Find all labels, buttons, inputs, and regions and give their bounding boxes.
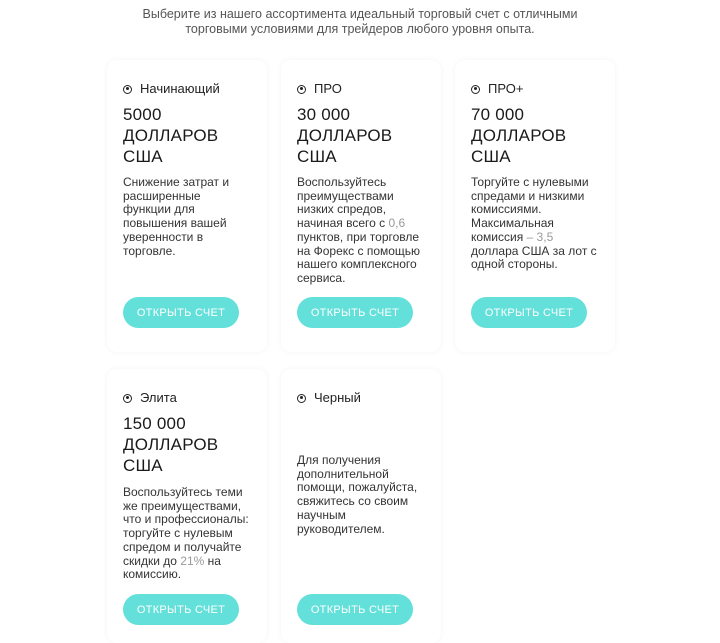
- tier-name: ПРО: [314, 81, 342, 96]
- amount-currency: ДОЛЛАРОВ: [297, 126, 393, 145]
- spread-value: 0,6: [388, 216, 406, 231]
- tier-name: Черный: [314, 390, 361, 405]
- account-card-black: [281, 369, 441, 643]
- desc-line: спредом и получайте: [123, 539, 242, 554]
- amount-country: США: [123, 147, 163, 166]
- desc-line: [297, 217, 437, 231]
- intro-text: [100, 7, 620, 37]
- open-account-button[interactable]: ОТКРЫТЬ СЧЕТ: [297, 594, 413, 625]
- deposit-amount: [123, 104, 263, 167]
- amount-number: 5000: [123, 105, 162, 124]
- desc-line: комиссию.: [123, 567, 182, 582]
- desc-line: на Форекс с помощью: [297, 243, 421, 258]
- desc-line: повышения вашей: [123, 216, 227, 231]
- desc-line: преимуществами: [297, 188, 394, 203]
- account-tier: [297, 81, 342, 97]
- radio-dot-icon: [471, 85, 480, 94]
- desc-text: начиная всего с: [297, 216, 389, 231]
- amount-number: 30 000: [297, 105, 351, 124]
- desc-line: сервиса.: [297, 270, 346, 285]
- amount-currency: ДОЛЛАРОВ: [123, 126, 219, 145]
- amount-currency: ДОЛЛАРОВ: [123, 435, 219, 454]
- intro-line-1: Выберите из нашего ассортимента идеальный торговый счет с отличными: [142, 7, 578, 21]
- account-description: [297, 454, 437, 536]
- amount-country: США: [471, 147, 511, 166]
- account-card-pro-plus: [455, 60, 615, 352]
- account-description: [471, 176, 611, 272]
- amount-number: 150 000: [123, 414, 186, 433]
- open-account-button[interactable]: ОТКРЫТЬ СЧЕТ: [297, 297, 413, 328]
- desc-line: уверенности в: [123, 229, 204, 244]
- desc-line: что и профессионалы:: [123, 512, 249, 527]
- radio-dot-icon: [123, 394, 132, 403]
- desc-line: торговле.: [123, 243, 176, 258]
- desc-line: Торгуйте с нулевыми: [471, 175, 589, 189]
- account-tier: [297, 390, 361, 406]
- desc-line: Воспользуйтесь: [297, 175, 387, 189]
- desc-line: Максимальная: [471, 216, 554, 231]
- desc-line: комиссиями.: [471, 202, 542, 217]
- desc-line: пунктов, при торговле: [297, 229, 420, 244]
- deposit-amount: [297, 104, 437, 167]
- amount-country: США: [297, 147, 337, 166]
- desc-line: же преимуществами,: [123, 498, 242, 513]
- account-tier: [123, 390, 177, 406]
- desc-line: расширенные: [123, 188, 201, 203]
- desc-line: [123, 555, 263, 569]
- deposit-amount: [471, 104, 611, 167]
- desc-line: низких спредов,: [297, 202, 387, 217]
- open-account-button[interactable]: ОТКРЫТЬ СЧЕТ: [123, 594, 239, 625]
- radio-dot-icon: [123, 85, 132, 94]
- commission-value: – 3,5: [526, 229, 554, 244]
- desc-text: на: [204, 553, 221, 568]
- desc-line: помощи, пожалуйста,: [297, 480, 418, 495]
- desc-line: научным: [297, 507, 346, 522]
- desc-line: функции для: [123, 202, 195, 217]
- account-description: [123, 176, 263, 258]
- account-card-elite: [107, 369, 267, 643]
- desc-line: Для получения: [297, 453, 381, 467]
- radio-dot-icon: [297, 85, 306, 94]
- amount-currency: ДОЛЛАРОВ: [471, 126, 567, 145]
- account-description: [123, 486, 263, 582]
- desc-line: доллара США за лот с: [471, 243, 597, 258]
- desc-line: нашего комплексного: [297, 257, 417, 272]
- tier-name: Начинающий: [140, 81, 220, 96]
- desc-line: свяжитесь со своим: [297, 494, 409, 509]
- desc-text: скидки до: [123, 553, 181, 568]
- desc-line: [471, 231, 611, 245]
- desc-line: дополнительной: [297, 466, 389, 481]
- tier-name: Элита: [140, 390, 177, 405]
- desc-line: спредами и низкими: [471, 188, 585, 203]
- account-description: [297, 176, 437, 286]
- desc-text: комиссия: [471, 229, 527, 244]
- intro-line-2: торговыми условиями для трейдеров любого уровня опыта.: [185, 22, 535, 36]
- open-account-button[interactable]: ОТКРЫТЬ СЧЕТ: [123, 297, 239, 328]
- discount-value: 21%: [180, 553, 205, 568]
- desc-line: Снижение затрат и: [123, 175, 230, 189]
- open-account-button[interactable]: ОТКРЫТЬ СЧЕТ: [471, 297, 587, 328]
- amount-country: США: [123, 456, 163, 475]
- desc-line: руководителем.: [297, 521, 385, 536]
- deposit-amount: [123, 413, 263, 476]
- desc-line: торгуйте с нулевым: [123, 526, 233, 541]
- amount-number: 70 000: [471, 105, 525, 124]
- desc-line: одной стороны.: [471, 257, 558, 272]
- radio-dot-icon: [297, 394, 306, 403]
- desc-line: Воспользуйтесь теми: [123, 485, 243, 499]
- account-tier: [123, 81, 220, 97]
- account-card-pro: [281, 60, 441, 352]
- account-tier: [471, 81, 523, 97]
- account-card-beginner: [107, 60, 267, 352]
- tier-name: ПРО+: [488, 81, 524, 96]
